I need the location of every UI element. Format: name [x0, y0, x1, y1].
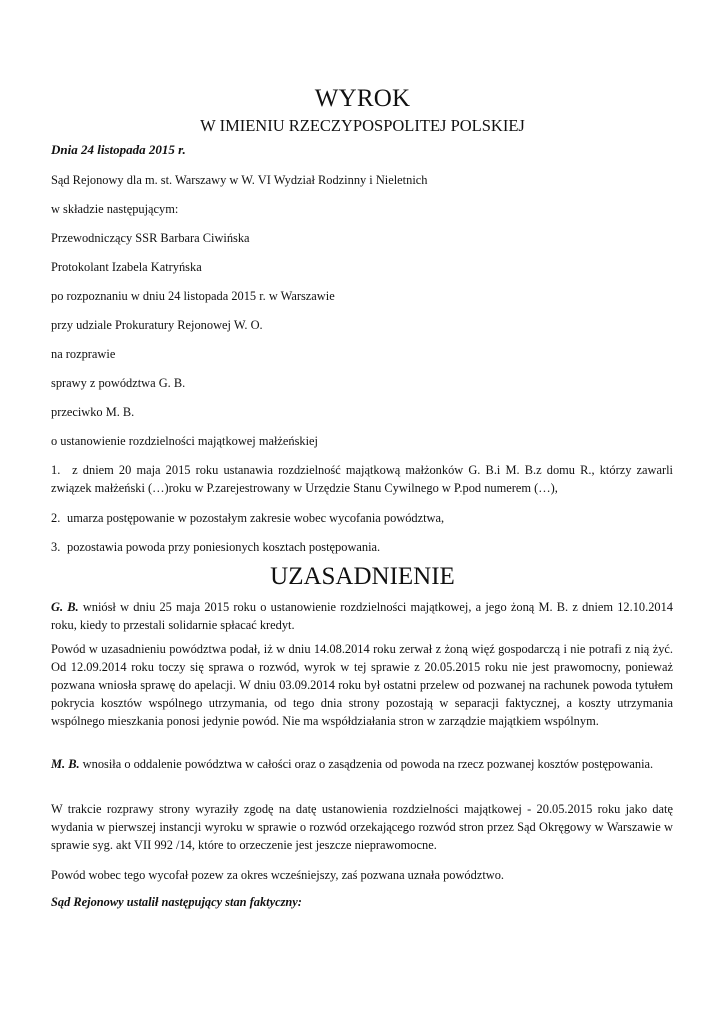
justification-paragraph-5: Powód wobec tego wycofał pozew za okres wcześniejszy, zaś pozwana uznała powództwo. [51, 868, 505, 882]
hearing-date: po rozpoznaniu w dniu 24 listopada 2015 r. w Warszawie [51, 289, 335, 303]
justification-paragraph-2: Powód w uzasadnieniu powództwa podał, iż w dniu 14.08.2014 roku zerwał z żoną więź gospodarczą i nie potrafi z nią żyć. Od 12.09.2014 roku toczy się sprawa o rozwód, wyrok w tej sprawie z 20.05.2015 roku nie jest prawomocny, ponieważ pozwana wniosła sprawę do apelacji. W dniu 03.09.2014 roku był ostatni przelew od pozwanej na rachunek powoda tytułem pokrycia kosztów wspólnego utrzymania, od tego dnia strony pozostają w separacji faktycznej, a koszty utrzymania wspólnego mieszkania ponosi jedynie powód. Nie ma współdziałania stron w zarządzie majątkiem wspólnym. [51, 642, 673, 728]
justification-paragraph-4: W trakcie rozprawy strony wyraziły zgodę na datę ustanowienia rozdzielności majątkowej - 20.05.2015 roku jako datę wydania w pierwszej instancji wyroku w sprawie o rozwód orzekającego rozwód stron przez Sąd Okręgowy w Warszawie w sprawie syg. akt VII 992 /14, które to orzeczenie jest jeszcze nieprawomocne. [51, 802, 673, 852]
judgment-date: Dnia 24 listopada 2015 r. [51, 142, 186, 157]
document-title: WYROK [314, 85, 411, 112]
justification-paragraph-3 [51, 755, 673, 773]
ruling-text: z dniem 20 maja 2015 roku ustanawia rozdzielność majątkową małżonków G. B.i M. B.z domu R., którzy zawarli związek małżeński (…)roku w P.zarejestrowany w Urzędzie Stanu Cywilnego w P.pod numerem (…), [51, 463, 673, 495]
ruling-item-2 [51, 509, 673, 527]
ruling-number: 1. [51, 463, 61, 477]
findings-heading: Sąd Rejonowy ustalił następujący stan faktyczny: [51, 895, 302, 909]
justification-heading: UZASADNIENIE [270, 563, 455, 590]
prosecutor-participation: przy udziale Prokuratury Rejonowej W. O. [51, 318, 263, 332]
paragraph-text: wnosiła o oddalenie powództwa w całości oraz o zasądzenia od powoda na rzecz pozwanej kosztów postępowania. [79, 757, 654, 771]
composition-label: w składzie następującym: [51, 202, 179, 216]
ruling-item-3 [51, 538, 673, 556]
justification-paragraph-1 [51, 598, 673, 634]
court-clerk: Protokolant Izabela Katryńska [51, 260, 202, 274]
paragraph-text: wniósł w dniu 25 maja 2015 roku o ustanowienie rozdzielności majątkowej, a jego żoną M. B. z dniem 12.10.2014 roku, kiedy to przestali solidarnie spłacać kredyt. [51, 600, 673, 632]
ruling-text: pozostawia powoda przy poniesionych kosztach postępowania. [67, 540, 381, 554]
ruling-text: umarza postępowanie w pozostałym zakresie wobec wycofania powództwa, [67, 511, 445, 525]
case-subject: o ustanowienie rozdzielności majątkowej małżeńskiej [51, 434, 318, 448]
plaintiff: sprawy z powództwa G. B. [51, 376, 186, 390]
ruling-number: 3. [51, 540, 61, 554]
defendant-name: M. B. [51, 757, 80, 771]
hearing-type: na rozprawie [51, 347, 116, 361]
ruling-item-1 [51, 461, 673, 497]
document-subtitle: W IMIENIU RZECZYPOSPOLITEJ POLSKIEJ [200, 116, 525, 135]
ruling-number: 2. [51, 511, 61, 525]
court-name: Sąd Rejonowy dla m. st. Warszawy w W. VI Wydział Rodzinny i Nieletnich [51, 173, 428, 187]
presiding-judge: Przewodniczący SSR Barbara Ciwińska [51, 231, 250, 245]
plaintiff-name: G. B. [51, 600, 79, 614]
defendant: przeciwko M. B. [51, 405, 135, 419]
